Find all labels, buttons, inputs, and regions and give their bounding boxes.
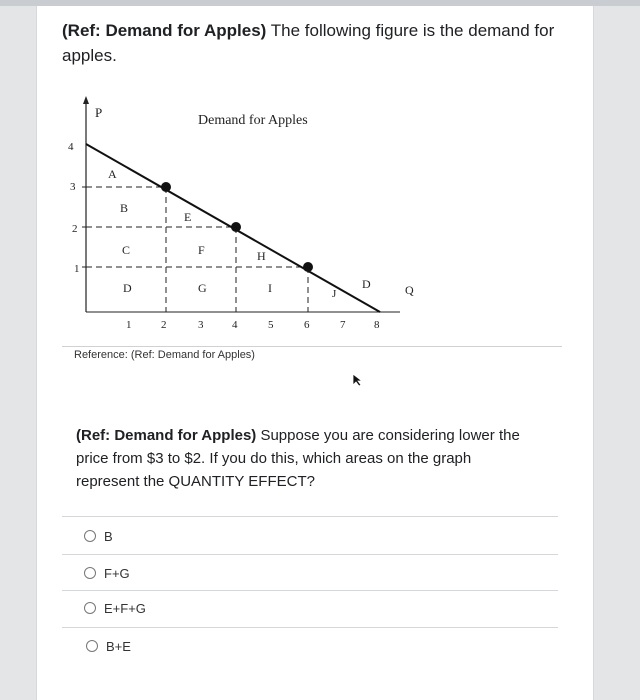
reference-text: Reference: (Ref: Demand for Apples) [74, 349, 255, 361]
x-tick-label: 6 [304, 319, 310, 331]
question-prompt-ref: (Ref: Demand for Apples) [76, 427, 257, 444]
radio-button[interactable] [84, 567, 96, 579]
y-tick-label: 3 [70, 181, 76, 193]
y-tick-label: 1 [74, 263, 80, 275]
radio-button[interactable] [84, 602, 96, 614]
y-tick-label: 2 [72, 223, 78, 235]
demand-chart [60, 92, 420, 342]
question-intro-ref: (Ref: Demand for Apples) [62, 21, 267, 40]
x-tick-label: 8 [374, 319, 380, 331]
x-tick-label: 7 [340, 319, 346, 331]
x-tick-label: 2 [161, 319, 167, 331]
y-axis-arrow [83, 96, 89, 104]
y-tick-label: 4 [68, 141, 74, 153]
answer-option-label: B [104, 528, 113, 544]
region-label-g: G [198, 281, 207, 295]
region-label-j: J [332, 288, 337, 300]
region-label-i: I [268, 281, 272, 295]
region-label-b: B [120, 201, 129, 215]
region-label-a: A [108, 167, 117, 181]
options-divider [62, 590, 558, 591]
demand-point [303, 262, 313, 272]
options-divider [62, 516, 558, 517]
x-tick-label: 4 [232, 319, 238, 331]
region-label-d2: D [362, 277, 371, 291]
region-label-c: C [122, 243, 131, 257]
answer-option-label: B+E [106, 638, 131, 654]
options-divider [62, 554, 558, 555]
region-label-e: E [184, 210, 192, 224]
options-divider [62, 627, 558, 628]
region-label-h: H [257, 249, 266, 263]
answer-option-e-f-g[interactable] [84, 598, 146, 618]
reference-divider [62, 346, 562, 347]
demand-point [231, 222, 241, 232]
y-axis-label: P [95, 105, 103, 120]
demand-point [161, 182, 171, 192]
answer-option-label: F+G [104, 565, 130, 581]
answer-option-b[interactable] [84, 526, 113, 546]
answer-option-f-g[interactable] [84, 563, 130, 583]
region-label-d: D [123, 281, 132, 295]
x-tick-label: 3 [198, 319, 204, 331]
x-axis-label: Q [405, 283, 414, 297]
chart-title: Demand for Apples [198, 113, 308, 128]
radio-button[interactable] [86, 640, 98, 652]
answer-option-b-e[interactable] [86, 636, 131, 656]
answer-option-label: E+F+G [104, 600, 146, 616]
question-intro [62, 18, 562, 68]
question-intro-text: The following figure is the demand for apples. [62, 21, 555, 65]
radio-button[interactable] [84, 530, 96, 542]
region-label-f: F [198, 243, 205, 257]
x-tick-label: 5 [268, 319, 274, 331]
mouse-cursor-icon [352, 373, 364, 387]
question-prompt [76, 424, 536, 493]
question-prompt-text: Suppose you are considering lower the price from $3 to $2. If you do this, which areas on the graph represent the QUANTITY EFFECT? [76, 427, 520, 490]
x-tick-label: 1 [126, 319, 132, 331]
